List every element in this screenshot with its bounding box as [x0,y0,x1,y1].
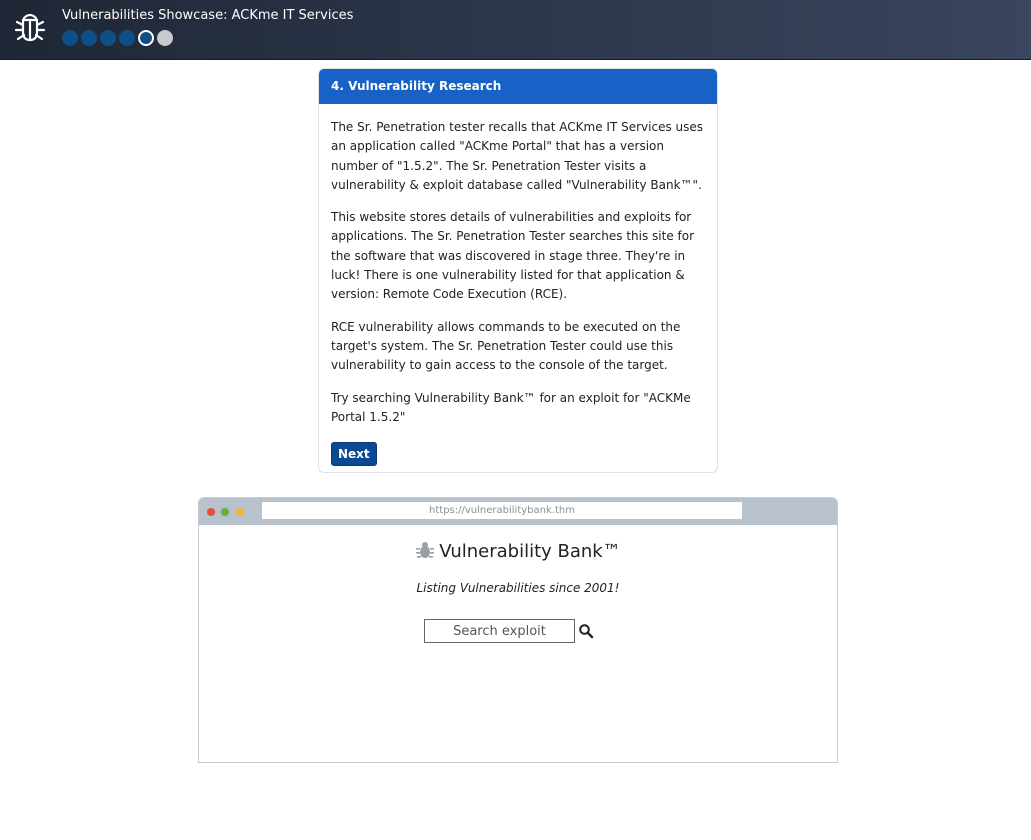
bug-icon [14,10,46,44]
close-window-dot [207,508,215,516]
search-input[interactable] [424,619,575,643]
progress-step-2 [81,30,97,46]
progress-step-5 [138,30,154,46]
maximize-window-dot [221,508,229,516]
card-paragraph-3: RCE vulnerability allows commands to be executed on the target's system. The Sr. Penetration Tester could use this vulnerability to gain access to the console of the target. [331,319,681,373]
progress-step-4 [119,30,135,46]
card-body [319,104,717,466]
progress-step-6 [157,30,173,46]
card-title: 4. Vulnerability Research [319,69,717,104]
search-icon[interactable] [578,623,594,639]
browser-toolbar [199,498,837,525]
top-bar [0,0,1031,60]
instruction-card [318,68,718,473]
card-paragraph-4: Try searching Vulnerability Bank™ for an exploit for "ACKMe Portal 1.5.2" [331,390,691,424]
next-button[interactable]: Next [331,442,377,466]
site-title [199,540,837,562]
progress-step-3 [100,30,116,46]
site-title-text: Vulnerability Bank™ [439,541,621,562]
progress-steps [62,30,173,46]
progress-step-1 [62,30,78,46]
card-paragraph-2: This website stores details of vulnerabilities and exploits for applications. The Sr. Penetration Tester searches this site for the software that was discovered in stage three. They're in luck! There is one vulnerability listed for that application & version: Remote Code Execution (RCE). [331,210,695,302]
bug-icon [415,540,435,560]
url-bar[interactable]: https://vulnerabilitybank.thm [262,502,742,519]
browser-window [198,497,838,763]
card-paragraph-1: The Sr. Penetration tester recalls that ACKme IT Services uses an application called "ACKme Portal" that has a version number of "1.5.2". The Sr. Penetration Tester visits a vulnerability & exploit database called "Vulnerability Bank™". [331,120,704,192]
site-tagline: Listing Vulnerabilities since 2001! [416,581,620,595]
app-title: Vulnerabilities Showcase: ACKme IT Services [62,8,354,23]
minimize-window-dot [236,508,244,516]
